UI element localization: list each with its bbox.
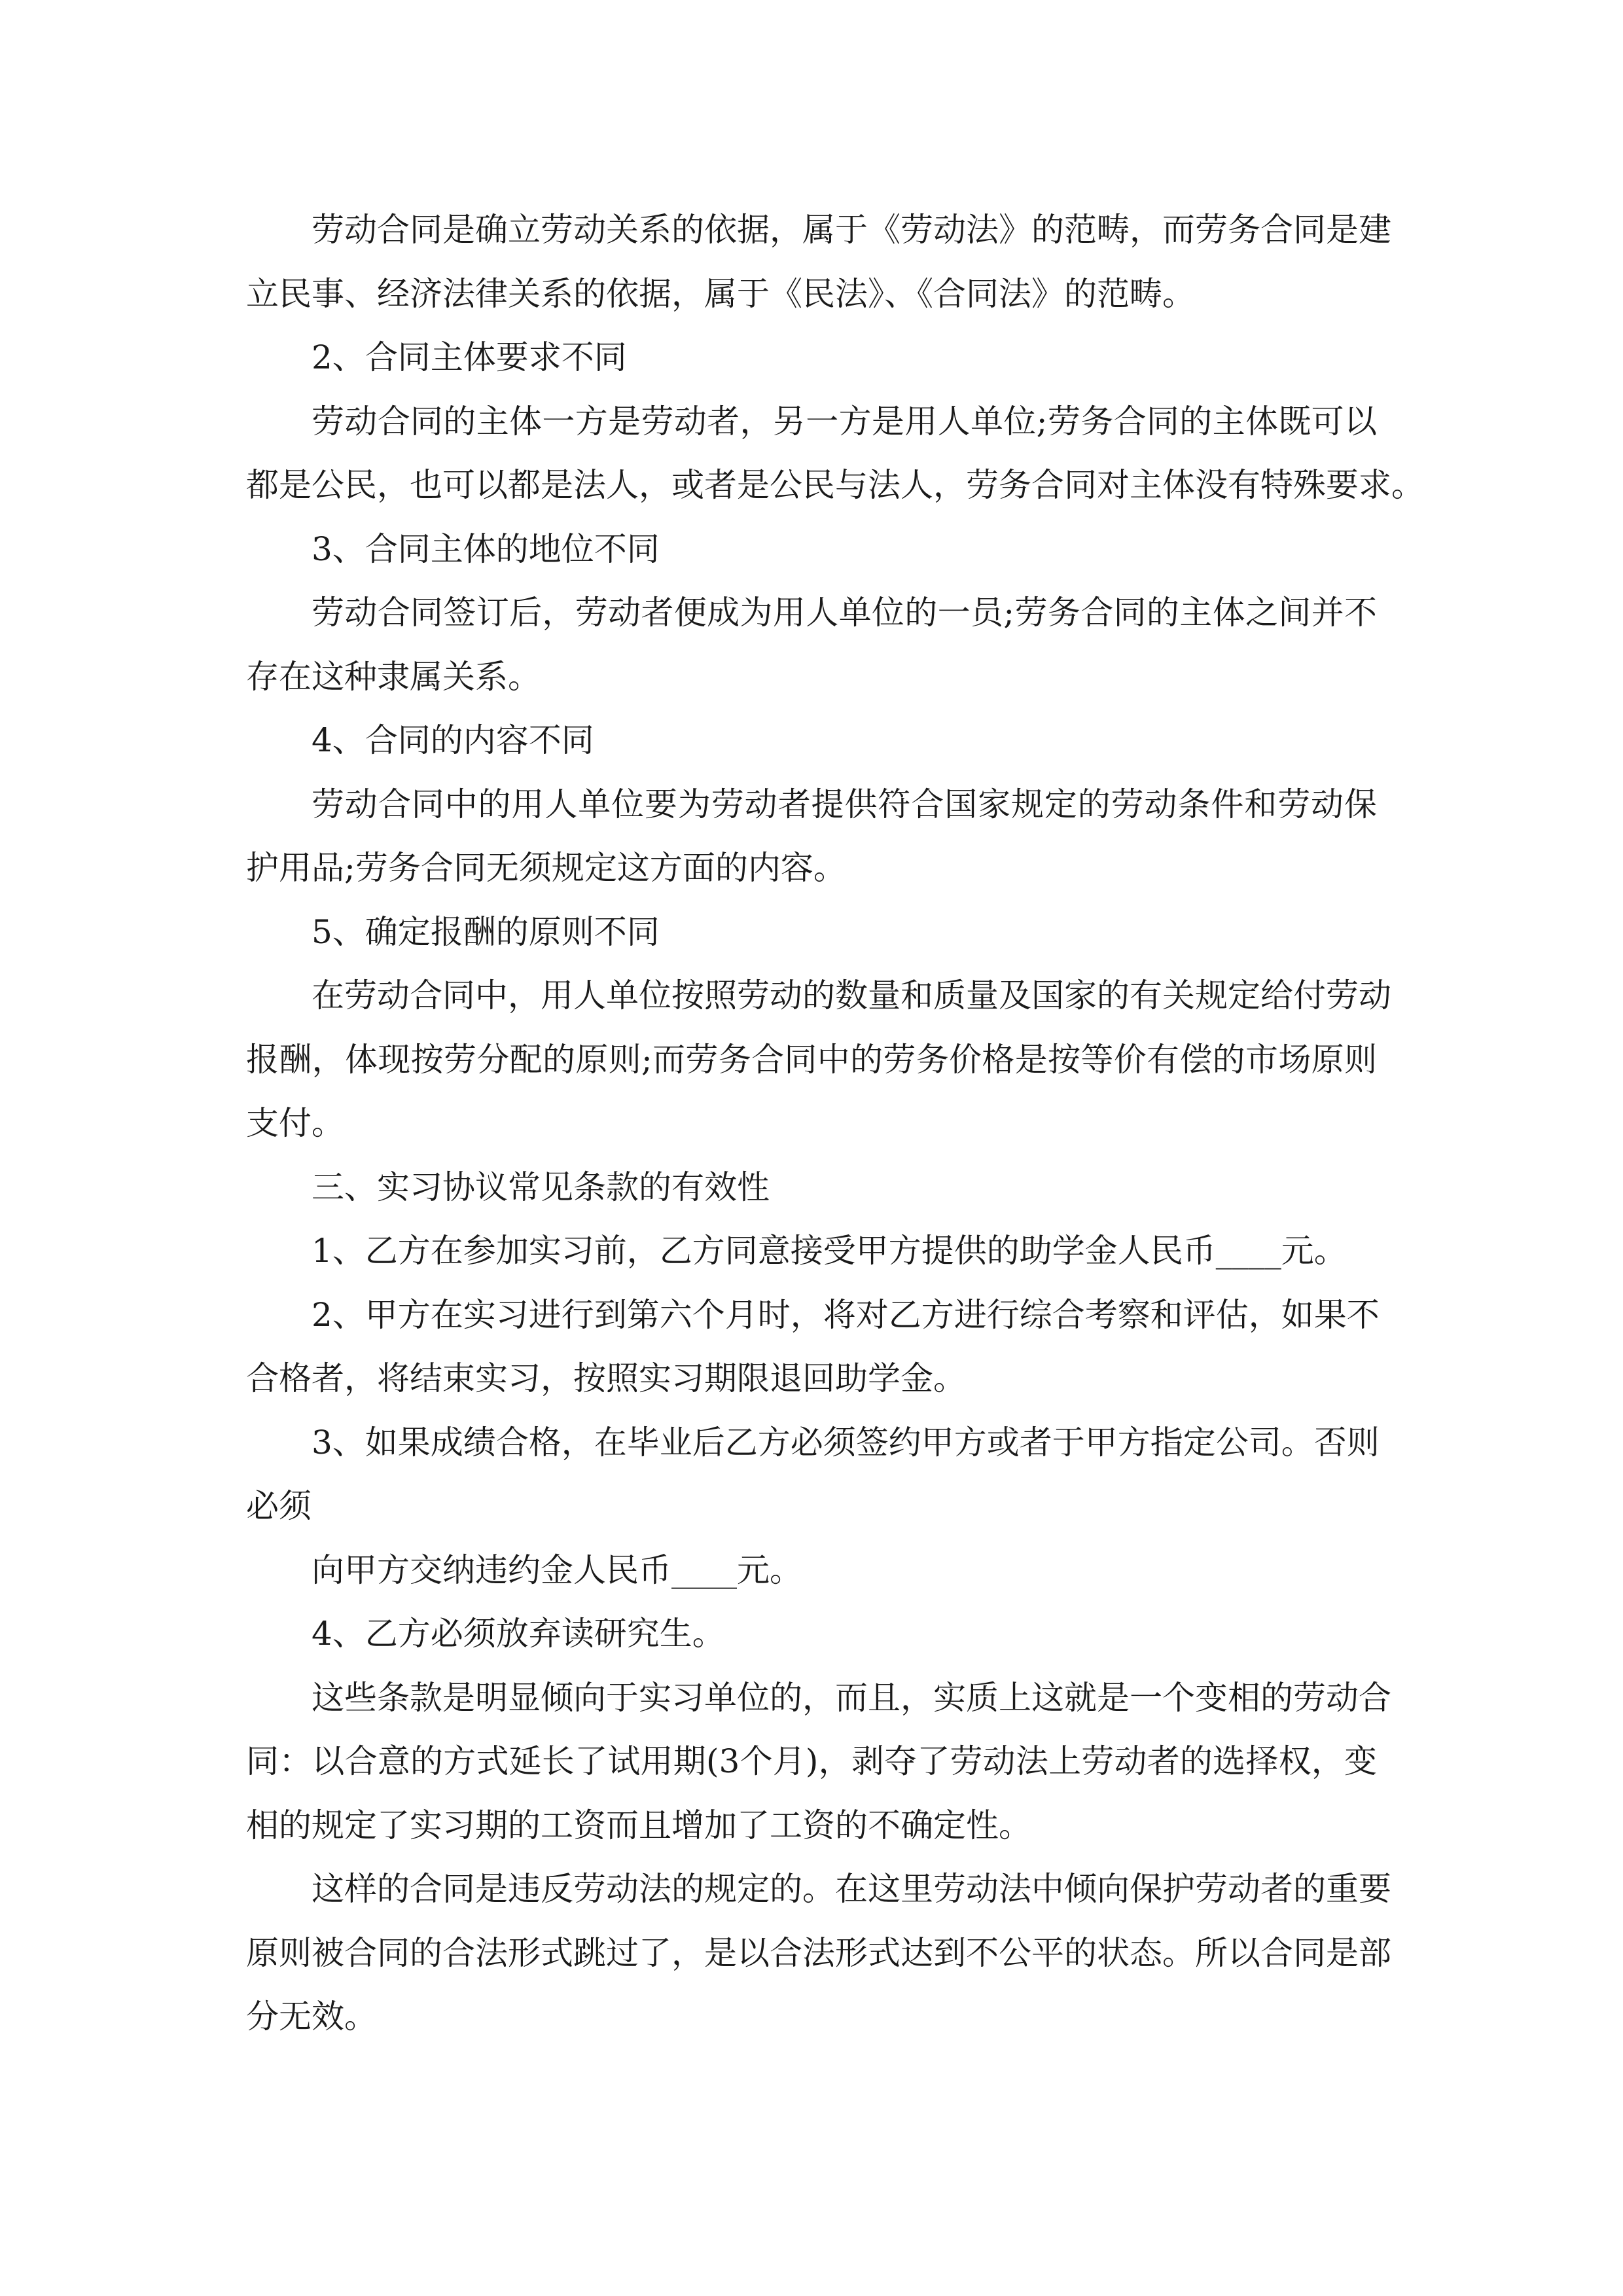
text-line: 劳动合同中的用人单位要为劳动者提供符合国家规定的劳动条件和劳动保 bbox=[312, 785, 1377, 823]
text-line: 5、确定报酬的原则不同 bbox=[312, 912, 660, 951]
text-line: 这样的合同是违反劳动法的规定的。在这里劳动法中倾向保护劳动者的重要 bbox=[312, 1870, 1391, 1908]
paragraph bbox=[246, 1219, 1377, 1283]
paragraph bbox=[246, 773, 1377, 901]
text-line: 2、合同主体要求不同 bbox=[312, 338, 627, 376]
text-line: 4、乙方必须放弃读研究生。 bbox=[312, 1615, 725, 1653]
paragraph bbox=[246, 1666, 1391, 1858]
text-line: 相的规定了实习期的工资而且增加了工资的不确定性。 bbox=[246, 1806, 1031, 1844]
text-line: 合格者，将结束实习，按照实习期限退回助学金。 bbox=[246, 1359, 966, 1397]
text-line: 护用品;劳务合同无须规定这方面的内容。 bbox=[246, 849, 846, 887]
text-line: 向甲方交纳违约金人民币____元。 bbox=[312, 1551, 802, 1589]
text-line: 原则被合同的合法形式跳过了，是以合法形式达到不公平的状态。所以合同是部 bbox=[246, 1933, 1391, 1972]
text-line: 报酬，体现按劳分配的原则;而劳务合同中的劳务价格是按等价有偿的市场原则 bbox=[246, 1040, 1377, 1079]
text-line: 存在这种隶属关系。 bbox=[246, 657, 541, 696]
paragraph bbox=[246, 709, 1377, 773]
paragraph bbox=[246, 390, 1424, 518]
text-line: 劳动合同的主体一方是劳动者，另一方是用人单位;劳务合同的主体既可以 bbox=[312, 402, 1377, 440]
text-line: 必须 bbox=[246, 1487, 312, 1525]
paragraph bbox=[246, 1539, 1377, 1603]
paragraph bbox=[246, 901, 1377, 965]
paragraph bbox=[246, 1283, 1380, 1411]
paragraph bbox=[246, 198, 1391, 326]
text-line: 这些条款是明显倾向于实习单位的，而且，实质上这就是一个变相的劳动合 bbox=[312, 1678, 1391, 1717]
text-line: 4、合同的内容不同 bbox=[312, 721, 594, 759]
text-line: 分无效。 bbox=[246, 1998, 377, 2036]
document-page bbox=[246, 198, 1424, 2049]
text-line: 劳动合同签订后，劳动者便成为用人单位的一员;劳务合同的主体之间并不 bbox=[312, 594, 1377, 632]
text-line: 1、乙方在参加实习前，乙方同意接受甲方提供的助学金人民币____元。 bbox=[312, 1232, 1347, 1270]
text-line: 同：以合意的方式延长了试用期(3个月)，剥夺了劳动法上劳动者的选择权，变 bbox=[246, 1742, 1377, 1780]
paragraph bbox=[246, 1156, 1377, 1220]
paragraph bbox=[246, 581, 1377, 709]
paragraph bbox=[246, 518, 1377, 582]
paragraph bbox=[246, 1857, 1391, 2049]
text-line: 支付。 bbox=[246, 1104, 344, 1142]
paragraph bbox=[246, 1602, 1377, 1666]
text-line: 劳动合同是确立劳动关系的依据，属于《劳动法》的范畴，而劳务合同是建 bbox=[312, 211, 1391, 249]
paragraph bbox=[246, 964, 1391, 1156]
text-line: 3、合同主体的地位不同 bbox=[312, 529, 660, 568]
text-line: 3、如果成绩合格，在毕业后乙方必须签约甲方或者于甲方指定公司。否则 bbox=[312, 1423, 1380, 1462]
text-line: 立民事、经济法律关系的依据，属于《民法》、《合同法》的范畴。 bbox=[246, 274, 1195, 313]
paragraph bbox=[246, 326, 1377, 390]
text-line: 2、甲方在实习进行到第六个月时，将对乙方进行综合考察和评估，如果不 bbox=[312, 1295, 1380, 1334]
text-line: 都是公民，也可以都是法人，或者是公民与法人，劳务合同对主体没有特殊要求。 bbox=[246, 466, 1424, 504]
text-line: 在劳动合同中，用人单位按照劳动的数量和质量及国家的有关规定给付劳动 bbox=[312, 977, 1391, 1014]
paragraph bbox=[246, 1411, 1380, 1539]
text-line: 三、实习协议常见条款的有效性 bbox=[312, 1168, 770, 1206]
